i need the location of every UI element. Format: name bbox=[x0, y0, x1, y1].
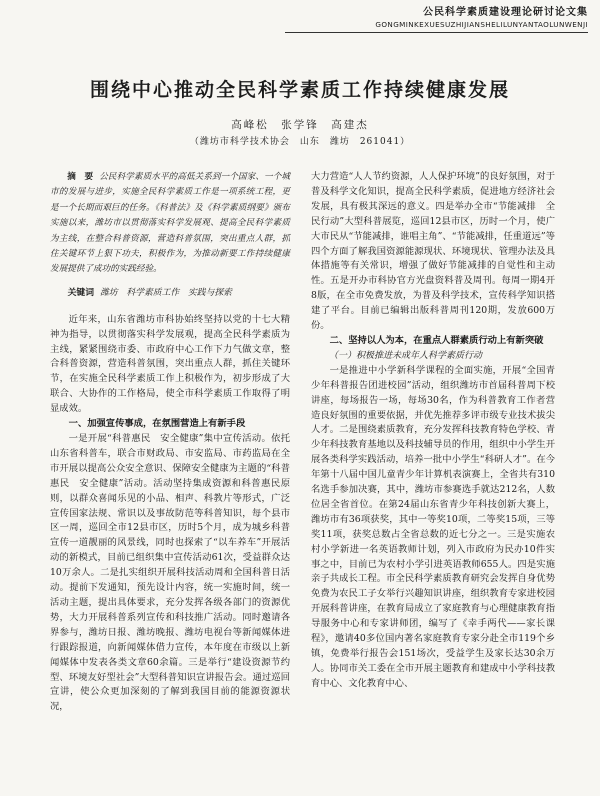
keywords bbox=[50, 286, 290, 301]
spacer bbox=[50, 301, 290, 313]
article-title: 围绕中心推动全民科学素质工作持续健康发展 bbox=[89, 79, 510, 101]
subsection-heading: （一）积极推进未成年人科学素质行动 bbox=[329, 350, 483, 361]
body-paragraph: 一是推进中小学新科学课程的全面实施，开展“全国青少年科普报告团进校园”活动，组织潍坊市首届科普周下校讲座，每场报告一场，每场30名，作为科普教育工作者营造良好氛围的重要依据，并优先推荐多评市级专业技术拔尖人才。二是围绕素质教育，充分发挥科技教育特色学校、青少年科技教育基地以及科技辅导员的作用，组织中小学生开展各类科学实践活动，培养一批中小学生“科研人才”。在今年第十八届中国儿童青少年计算机表演赛上，全省共有310名选手参加决赛，其中，潍坊市参赛选手就达212名，人数位居全省首位。在第24届山东省青少年科技创新大赛上，潍坊市有36项获奖，其中一等奖10项，二等奖15项，三等奖11项，获奖总数占全省总数的近七分之一。三是实施农村小学新进一名英语教师计划，列入市政府为民办10件实事之中，目前已为农村小学引进英语教师655人。四是实施亲子共成长工程。市全民科学素质教育研究会发挥自身优势免费为农民工子女举行兴趣知识讲座，组织教育专家进校园开展科普讲座，在教育局成立了家庭教育与心理健康教育指导服务中心和专家讲师团，编写了《幸手两代——家长课程》，邀请40多位国内著名家庭教育专家分赴全市119个乡镇，免费举行报告会151场次，受益学生及家长达30余万人。协同市关工委在全市开展主题教育和建成中小学科技教育中心、文化教育中心、 bbox=[311, 364, 555, 689]
body-paragraph: 一是开展“科普惠民 安全健康”集中宣传活动。依托山东省科普车，联合市财政局、市安监局、市药监局在全市开展以提高公众安全意识、保障安全健康为主题的“科普惠民 安全健康”活动。活动坚持集成资源和科普惠民原则，以群众喜闻乐见的小品、相声、科教片等形式，广泛宣传国家法规、常识以及事故防范等科普知识，每个县市区一周，巡回全市12县市区，历时5个月，成为城乡科普宣传一道靓丽的风景线，同时也探索了“以车养车”开展活动的新模式，目前已组织集中宣传活动61次，受益群众达10万余人。二是扎实组织开展科技活动周和全国科普日活动。提前下发通知，预先设计内容，统一实施时间，统一活动主题，提出具体要求，充分发挥各级各部门的资源优势，大力开展科普系列宣传和科技推广活动。同时邀请各界参与，潍坊日报、潍坊晚报、潍坊电视台等新闻媒体进行跟踪报道，向新闻媒体借力宣传，本年度在市级以上新闻媒体中发表各类文章60余篇。三是举行“建设资源节约型、环境友好型社会”大型科普知识宣讲报告会。通过巡回宣讲，使公众更加深刻的了解到我国目前的能源资源状况， bbox=[50, 433, 290, 713]
section-heading-2: 二、坚持以人为本，在重点人群素质行动上有新突破 bbox=[329, 334, 544, 346]
author-list: 高峰松 张学锋 高建杰 bbox=[231, 119, 369, 131]
abstract-label: 摘 要 bbox=[67, 172, 94, 182]
abstract-text: 公民科学素质水平的高低关系到一个国家、一个城市的发展与进步，实施全民科学素质工作是一项系统工程，更是一个长期而艰巨的任务。《科普法》及《科学素质纲要》颁布实施以来，潍坊市以贯彻落实科学发展观、提高全民科学素质为主线，在整合科普资源，营造科普氛围，突出重点人群，抓住关键环节上狠下功夫，积极作为，为推动新要工作持续健康发展提供了成功的实践经验。 bbox=[50, 172, 290, 275]
header-rule bbox=[285, 32, 588, 33]
right-column bbox=[311, 170, 555, 692]
left-column bbox=[50, 170, 290, 715]
abstract bbox=[50, 170, 290, 278]
running-header bbox=[288, 6, 588, 30]
section-heading-1: 一、加强宣传事成，在氛围营造上有新手段 bbox=[68, 418, 246, 430]
body-paragraph: 近年来，山东省潍坊市科协始终坚持以党的十七大精神为指导，以贯彻落实科学发展观，提高全民科学素质为主线，紧紧围绕市委、市政府中心工作下力气做文章，整合科普资源，营造科普氛围，突出重点人群，抓住关键环节，在实施全民科学素质工作上积极作为，初步形成了大联合、大协作的工作格局，使全市科学素质工作取得了明显成效。 bbox=[50, 313, 290, 415]
keywords-label: 关键词 bbox=[67, 287, 94, 298]
keywords-text: 潍坊 科学素质工作 实践与探索 bbox=[100, 287, 232, 298]
journal-title-pinyin: GONGMINKEXUESUZHIJIANSHELILUNYANTAOLUNWENJI bbox=[375, 20, 588, 29]
author-affiliation: （潍坊市科学技术协会 山东 潍坊 261041） bbox=[189, 137, 411, 147]
body-paragraph: 大力营造“人人节约资源，人人保护环境”的良好氛围，对于普及科学文化知识，提高全民科学素质，促进地方经济社会发展，具有极其深远的意义。四是举办全市“节能减排 全民行动”大型科普展览，巡回12县市区，历时一个月，使广大市民从“节能减排，谁唱主角”、“节能减排，任重道远”等四个方面了解我国资源能源现状、环境现状、管理办法及具体措施等有关常识，增强了做好节能减排的自觉性和主动性。五是开办市科协官方光盘资料普及周刊。每周一期4开8版，在全市免费发放，为普及科学技术，宣传科学知识搭建了平台。目前已编辑出版科普周刊120期，发放600万份。 bbox=[311, 171, 555, 332]
journal-title: 公民科学素质建设理论研讨论文集 bbox=[423, 7, 588, 18]
